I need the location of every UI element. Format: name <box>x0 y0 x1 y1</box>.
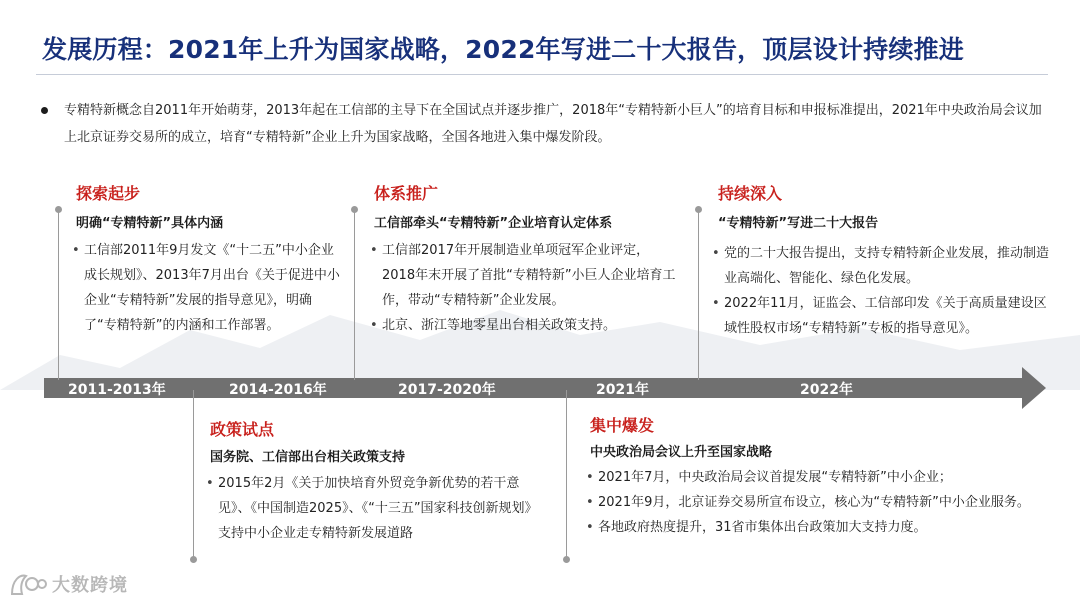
timeline-year-2011-2013: 2011-2013年 <box>68 382 166 398</box>
stage-bullets-pilot <box>206 471 536 546</box>
list-item: • 2021年7月，中央政治局会议首提发展“专精特新”中小企业； <box>586 465 1056 490</box>
stage-heading-pilot: 政策试点 <box>210 420 275 439</box>
list-item: • 北京、浙江等地零星出台相关政策支持。 <box>370 313 682 338</box>
connector-line-stage-5 <box>698 210 699 380</box>
list-item: • 工信部2011年9月发文《“十二五”中小企业成长规划》、2013年7月出台《关于促进中小企业“专精特新”发展的指导意见》，明确了“专精特新”的内涵和工作部署。 <box>72 238 342 338</box>
list-item: • 各地政府热度提升，31省市集体出台政策加大支持力度。 <box>586 515 1056 540</box>
stage-bullets-burst <box>586 465 1056 540</box>
brand-logo <box>8 570 128 598</box>
stage-heading-promote: 体系推广 <box>374 184 439 203</box>
list-item: • 2015年2月《关于加快培育外贸竞争新优势的若干意见》、《中国制造2025》、《“十三五”国家科技创新规划》支持中小企业走专精特新发展道路 <box>206 471 536 546</box>
connector-dot-stage-1 <box>55 206 62 213</box>
stage-bullets-explore <box>72 238 342 338</box>
stage-subheading-deepen: “专精特新”写进二十大报告 <box>718 216 879 231</box>
stage-subheading-explore: 明确“专精特新”具体内涵 <box>76 216 224 231</box>
connector-dot-stage-5 <box>695 206 702 213</box>
connector-line-stage-3 <box>354 210 355 380</box>
stage-bullets-promote <box>370 238 682 338</box>
list-item: • 2021年9月，北京证券交易所宣布设立，核心为“专精特新”中小企业服务。 <box>586 490 1056 515</box>
page-title: 发展历程：2021年上升为国家战略，2022年写进二十大报告，顶层设计持续推进 <box>42 35 964 64</box>
stage-subheading-burst: 中央政治局会议上升至国家战略 <box>590 445 773 460</box>
intro-bullet-icon <box>41 107 48 114</box>
timeline-year-2022: 2022年 <box>800 382 853 398</box>
list-item: • 2022年11月，证监会、工信部印发《关于高质量建设区域性股权市场“专精特新”专板的指导意见》。 <box>712 291 1056 341</box>
logo-icon <box>8 570 48 598</box>
connector-dot-stage-3 <box>351 206 358 213</box>
list-item: • 党的二十大报告提出，支持专精特新企业发展，推动制造业高端化、智能化、绿色化发展。 <box>712 241 1056 291</box>
connector-line-stage-4 <box>566 390 567 558</box>
logo-text: 大数跨境 <box>52 575 128 596</box>
connector-line-stage-2 <box>193 390 194 558</box>
stage-heading-burst: 集中爆发 <box>590 416 655 435</box>
stage-heading-explore: 探索起步 <box>76 184 141 203</box>
timeline-year-2021: 2021年 <box>596 382 649 398</box>
stage-subheading-promote: 工信部牵头“专精特新”企业培育认定体系 <box>374 216 613 231</box>
stage-bullets-deepen <box>712 241 1056 341</box>
title-divider <box>36 74 1048 75</box>
connector-line-stage-1 <box>58 210 59 380</box>
stage-heading-deepen: 持续深入 <box>718 184 783 203</box>
intro-paragraph: 专精特新概念自2011年开始萌芽，2013年起在工信部的主导下在全国试点并逐步推广，2018年“专精特新小巨人”的培育目标和申报标准提出，2021年中央政治局会议加上北京证券交易所的成立，培育“专精特新”企业上升为国家战略，全国各地进入集中爆发阶段。 <box>64 103 1042 145</box>
list-item: • 工信部2017年开展制造业单项冠军企业评定，2018年末开展了首批“专精特新”小巨人企业培育工作，带动“专精特新”企业发展。 <box>370 238 682 313</box>
connector-dot-stage-4 <box>563 556 570 563</box>
connector-dot-stage-2 <box>190 556 197 563</box>
stage-subheading-pilot: 国务院、工信部出台相关政策支持 <box>210 450 406 465</box>
timeline-year-2017-2020: 2017-2020年 <box>398 382 496 398</box>
timeline-year-2014-2016: 2014-2016年 <box>229 382 327 398</box>
